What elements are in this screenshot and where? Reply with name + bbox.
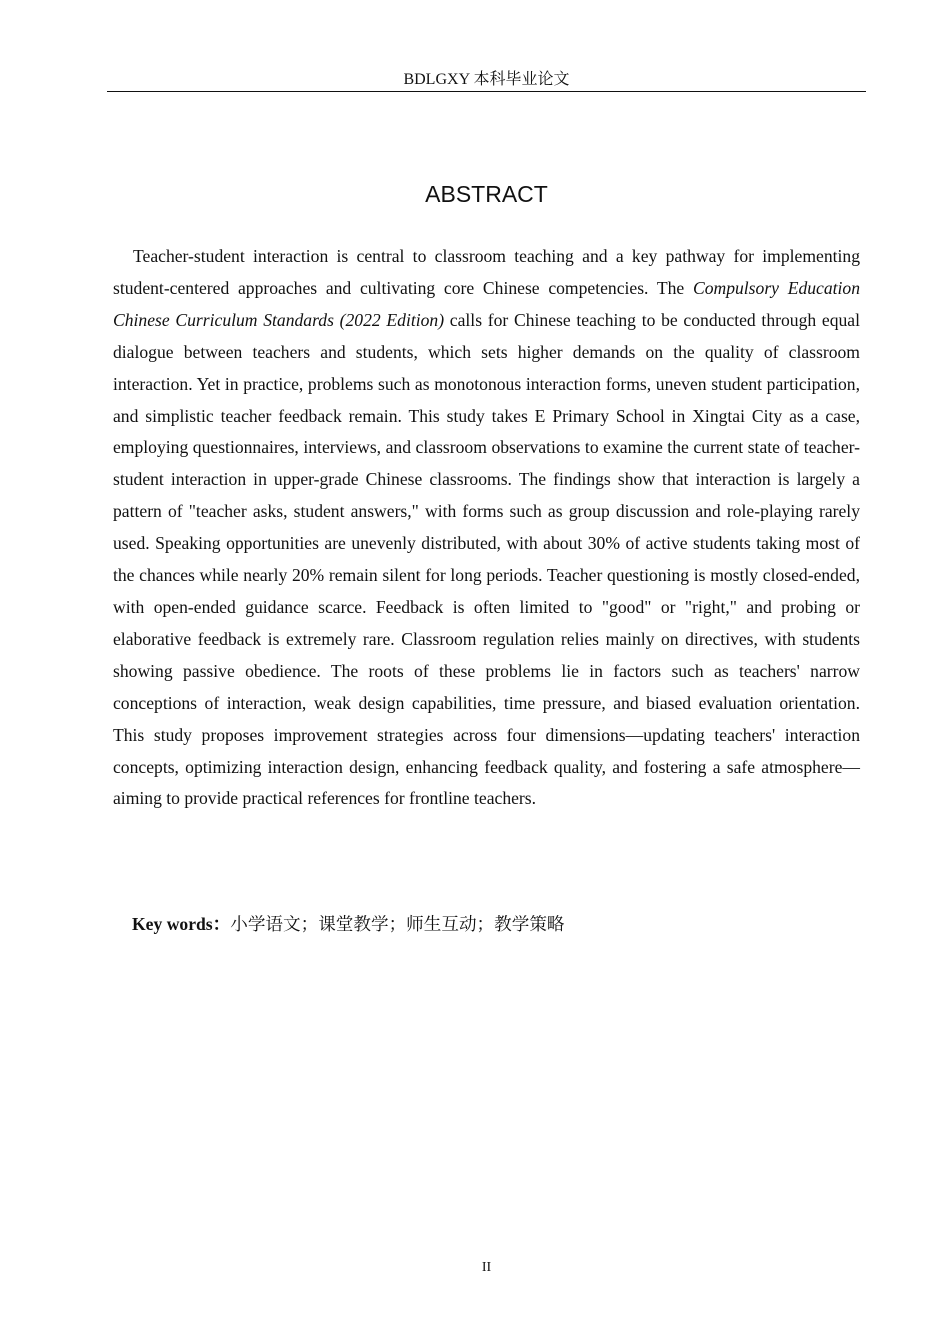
abstract-body <box>113 241 860 815</box>
keywords-line <box>132 908 832 940</box>
header-divider <box>107 91 866 92</box>
keywords-label: Key words： <box>132 914 231 934</box>
abstract-text-part1: Teacher-student interaction is central to classroom teaching and a key pathway for implementing student-centered approaches and cultivating core Chinese competencies. The <box>113 246 860 298</box>
curriculum-standard-title: Compulsory Education Chinese Curriculum Standards (2022 Edition) <box>113 277 861 330</box>
abstract-text-part2: calls for Chinese teaching to be conducted through equal dialogue between teachers and students, which sets higher demands on the quality of classroom interaction. Yet in practice, problems such as monotonous interaction forms, uneven student participation, and simplistic teacher feedback remain. This study takes E Primary School in Xingtai City as a case, employing questionnaires, interviews, and classroom observations to examine the current state of teacher-student interaction in upper-grade Chinese classrooms. The findings show that interaction is largely a pattern of "teacher asks, student answers," with forms such as group discussion and role-playing rarely used. Speaking opportunities are unevenly distributed, with about 30% of active students taking most of the chances while nearly 20% remain silent for long periods. Teacher questioning is mostly closed-ended, with open-ended guidance scarce. Feedback is often limited to "good" or "right," and probing or elaborative feedback is extremely rare. Classroom regulation relies mainly on directives, with students showing passive obedience. The roots of these problems lie in factors such as teachers' narrow conceptions of interaction, weak design capabilities, time pressure, and biased evaluation orientation. This study proposes improvement strategies across four dimensions—updating teachers' interaction concepts, optimizing interaction design, enhancing feedback quality, and fostering a safe atmosphere—aiming to provide practical references for frontline teachers. <box>113 309 860 809</box>
keywords-list: 小学语文；课堂教学；师生互动；教学策略 <box>230 914 565 934</box>
page-number: II <box>481 1260 492 1275</box>
abstract-title: ABSTRACT <box>425 181 548 207</box>
running-header: BDLGXY 本科毕业论文 <box>403 71 570 88</box>
